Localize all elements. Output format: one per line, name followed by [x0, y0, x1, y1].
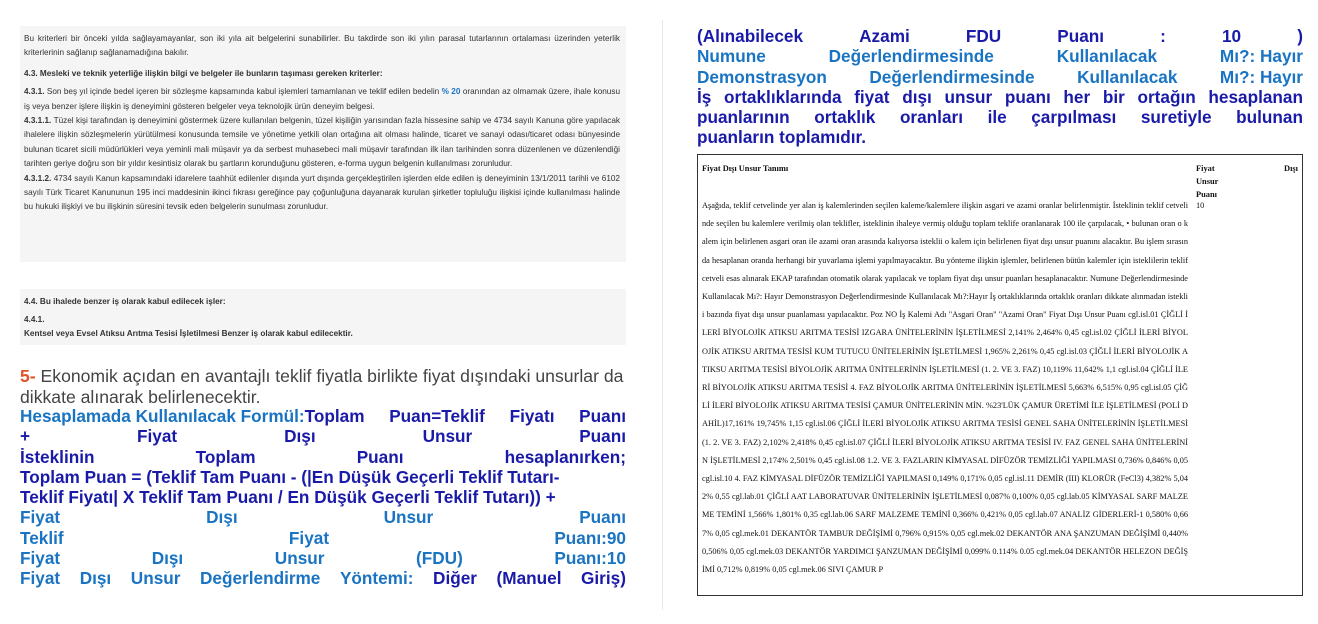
criteria-panel — [20, 26, 626, 262]
demonstration-line: Demonstrasyon Değerlendirmesinde Kullanılacak Mı?: Hayır — [697, 66, 1303, 87]
formula-line-8: Fiyat Dışı Unsur (FDU) Puanı:10 — [20, 548, 626, 569]
table-points-value: 10 — [1196, 201, 1205, 210]
paragraph-4-3-1-2: 4.3.1.2. 4734 sayılı Kanun kapsamındaki idarelere taahhüt edilenler dışında yurt dışında gerçekleştirilen işlerden elde edilen iş deneyiminin 13/1/2011 tarihli ve 6102 sayılı Türk Ticaret Kanununun 195 inci maddesinin ikinci fıkrası gereğince pay çoğunluğuna dayanarak kurulan şirketler topluluğu ilişkisi içinde kullanılması halinde bu hukuki ilişkiyi ve bu ilişkinin süresini tevsik eden belgelerin sunulması zorunludur. — [24, 173, 620, 212]
section-4-4-heading: 4.4. Bu ihalede benzer iş olarak kabul edilecek işler: — [24, 297, 226, 306]
table-header-points: Fiyat Unsur Puanı — [1196, 164, 1219, 199]
paragraph-4-3-1: 4.3.1. Son beş yıl içinde bedel içeren bir sözleşme kapsamında kabul işlemleri tamamlanan ve teklif edilen bedelin % 20 oranından az olmamak üzere, ihale konusu iş veya benzer işlere ilişkin iş deneyimini gösteren belgeler veya teknolojik ürün deneyim belgesi. — [24, 87, 621, 111]
partnership-line-1: İş ortaklıklarında fiyat dışı unsur puanı her bir ortağın hesaplanan — [697, 86, 1303, 107]
intro-paragraph: Bu kriterleri bir önceki yılda sağlayamayanlar, son iki yıla ait belgelerini sunabilirler. Bu takdirde son iki yılın parasal tutarlarının ortalaması üzerinden yeterlik kriterlerinin sağlanıp sağlanamadığına bakılır. — [24, 34, 620, 58]
label-4-3-1: 4.3.1. — [24, 87, 45, 97]
right-column-text — [697, 26, 1303, 148]
formula-line-5: Teklif Fiyatı| X Teklif Tam Puanı / En Düşük Geçerli Teklif Tutarı)) + — [20, 487, 556, 508]
formula-block — [20, 406, 626, 589]
section-4-3-heading: 4.3. Mesleki ve teknik yeterliğe ilişkin bilgi ve belgeler ile bunların taşıması gereken kriterler: — [24, 68, 383, 78]
table-header-definition: Fiyat Dışı Unsur Tanımı — [702, 164, 789, 173]
formula-line-9: Fiyat Dışı Unsur Değerlendirme Yöntemi: Diğer (Manuel Giriş) — [20, 568, 626, 589]
similar-works-text: Kentsel veya Evsel Atıksu Arıtma Tesisi İşletilmesi Benzer iş olarak kabul edilecektir. — [24, 329, 353, 338]
partnership-line-2: puanlarının ortaklık oranları ile çarpılması suretiyle bulunan — [697, 107, 1303, 128]
table-definition-text: Aşağıda, teklif cetvelinde yer alan iş kalemlerinden seçilen kaleme/kalemlere ilişkin asgari ve azami oranlar belirlenmiştir. İsteklinin teklif cetvelinde seçilen bu kalemlere verilmiş olan teklifler, isteklinin ihaleye vermiş olduğu toplam teklife oranlanarak 100 ile çarpılacak, • bulunan oran o kalem için belirlenen asgari oran ile azami oran arasında kalıyorsa isteklii o kalem için belirlenen fiyat dışı unsur puanını alacaktır. Bu işlem sırasında hesaplanan oranda herhangi bir yuvarlama işlemi yapılmayacaktır. Bu yönteme ilişkin işlemler, belirlenen bütün kalemler için isteklilerin teklif cetveli esas alınarak EKAP tarafından otomatik olarak yapılacak ve toplam fiyat dışı unsur puanları hesaplanacaktır. Numune Değerlendirmesinde Kullanılacak Mı?: Hayır Demonstrasyon Değerlendirmesinde Kullanılacak Mı?:Hayır İş ortaklıklarında ortaklık oranları dikkate alınmadan isteklii bazında fiyat dışı unsur puanlaması yapılacaktır. Poz NO İş Kalemi Adı "Asgari Oran" "Azami Oran" Fiyat Dışı Unsur Puanı cgl.isl.01 ÇİĞLİ İLERİ BİYOLOJİK ATIKSU ARITMA TESİSİ IZGARA ÜNİTELERİNİN İŞLETİLMESİ 2,141% 2,464% 0,45 cgl.isl.02 ÇİĞLİ İLERİ BİYOLOJİK ATIKSU ARITMA TESİSİ KUM TUTUCU ÜNİTELERİNİN İŞLETİLMESİ 1,965% 2,261% 0,45 cgl.isl.03 ÇİĞLİ İLERİ BİYOLOJİK ATIKSU ARITMA TESİSİ BİYOLOJİK ARITMA ÜNİTELERİNİN İŞLETİLMESİ (1. 2. VE 3. FAZ) 10,119% 11,642% 1,1 cgl.isl.04 ÇİĞLİ İLERİ BİYOLOJİK ATIKSU ARITMA TESİSİ 4. FAZ BİYOLOJİK ARITMA ÜNİTELERİNİN İŞLETİLMESİ 5,663% 6,515% 0,95 cgl.isl.05 ÇİĞLİ İLERİ BİYOLOJİK ATIKSU ARITMA TESİSİ ÇAMUR ÜNİTELERİNİN MİN. %23'LÜK ÇAMUR ÜRETİMİ İLE İŞLETİLMESİ (POLİ DAHİL)17,161% 19,745% 1,15 cgl.isl.06 ÇİĞLİ İLERİ BİYOLOJİK ATIKSU ARITMA TESİSİ GENEL SAHA ÜNİTELERİNİN İŞLETİLMESİ (1. 2. VE 3. FAZ) 2,102% 2,418% 0,45 cgl.isl.07 ÇİĞLİ İLERİ BİYOLOJİK ATIKSU ARITMA TESİSİ IV. FAZ GENEL SAHA ÜNİTELERİNİN İŞLETİLMESİ 2,174% 2,501% 0,45 cgl.isl.08 1.2. VE 3. FAZLARIN KİMYASAL DİFÜZÖR TEMİZLİĞİ YAPILMASI 0,736% 0,846% 0,05 cgl.isl.10 4. FAZ KİMYASAL DİFÜZÖR TEMİZLİĞİ YAPILMASI 0,149% 0,171% 0,05 cgl.isl.11 DEMİR (III) KLORÜR (FeCl3) 4,382% 5,042% 0,55 cgl.lab.01 ÇİĞLİ AAT LABORATUVAR ÜNİTELERİNİN İŞLETİLMESİ 0,087% 0,100% 0,05 cgl.lab.05 KİMYASAL SARF MALZEME TEMİNİ 1,566% 1,801% 0,35 cgl.lab.06 SARF MALZEME TEMİNİ 0,366% 0,421% 0,05 cgl.lab.07 ANALİZ GİDERLERİ-1 0,580% 0,667% 0,05 cgl.mek.01 DEKANTÖR TAMBUR DEĞİŞİMİ 0,796% 0,915% 0,05 cgl.mek.02 DEKANTÖR ANA ŞANZUMAN DEĞİŞİMİ 0,440% 0,506% 0,05 cgl.mek.03 DEKANTÖR YARDIMCI ŞANZUMAN DEĞİŞİMİ 0,099% 0.114% 0.05 cgl.mek.04 DEKANTÖR HELEZON DEĞİŞİMİ 0,712% 0,819% 0,05 cgl.mek.06 SIVI ÇAMUR P — [702, 201, 1188, 575]
formula-line-2: + Fiyat Dışı Unsur Puanı — [20, 426, 626, 447]
formula-line-1: Hesaplamada Kullanılacak Formül:Toplam Puan=Teklif Fiyatı Puanı — [20, 406, 626, 426]
label-4-4-1: 4.4.1. — [24, 315, 45, 324]
paragraph-4-3-1-1: 4.3.1.1. Tüzel kişi tarafından iş deneyimini göstermek üzere kullanılan belgenin, tüzel kişiliğin yarısından fazla hissesine sahip ve 4734 sayılı Kanuna göre yapılacak ihalelere ilişkin sözleşmelerin yürütülmesi konusunda temsile ve yönetime yetkili olan ortağına ait olması halinde, ticaret ve sanayi odası/ticaret odası bünyesinde bulunan ticaret sicili müdürlükleri veya yeminli mali müşavir ya da serbest muhasebeci mali müşavir tarafından ilk ilan tarihinden sonra düzenlenen ve düzenlendiği tarihten geriye doğru son bir yıldır kesintisiz olarak bu şartların korunduğunu gösteren, e-forma uygun belgenin kullanılması zorunludur. — [24, 116, 620, 169]
formula-line-7: Teklif Fiyat Puanı:90 — [20, 527, 626, 548]
partnership-line-3: puanların toplamıdır. — [697, 127, 867, 148]
column-divider — [662, 20, 663, 610]
similar-works-panel — [20, 289, 626, 345]
section-5-text: 5- Ekonomik açıdan en avantajlı teklif fiyatla birlikte fiyat dışındaki unsurlar da dikkate alınarak belirlenecektir. — [20, 366, 624, 407]
max-fdu-line: (Alınabilecek Azami FDU Puanı : 10 ) — [697, 26, 1303, 46]
formula-line-3: İsteklinin Toplam Puanı hesaplanırken; — [20, 446, 626, 467]
formula-line-4: Toplam Puan = (Teklif Tam Puanı - (|En Düşük Geçerli Teklif Tutarı- — [20, 466, 560, 487]
table-header-disi: Dışı — [1284, 164, 1298, 173]
sample-evaluation-line: Numune Değerlendirmesinde Kullanılacak Mı?: Hayır — [697, 46, 1303, 67]
percent-value: % 20 — [441, 87, 461, 97]
fdu-table — [697, 154, 1303, 596]
formula-line-6: Fiyat Dışı Unsur Puanı — [20, 507, 626, 528]
